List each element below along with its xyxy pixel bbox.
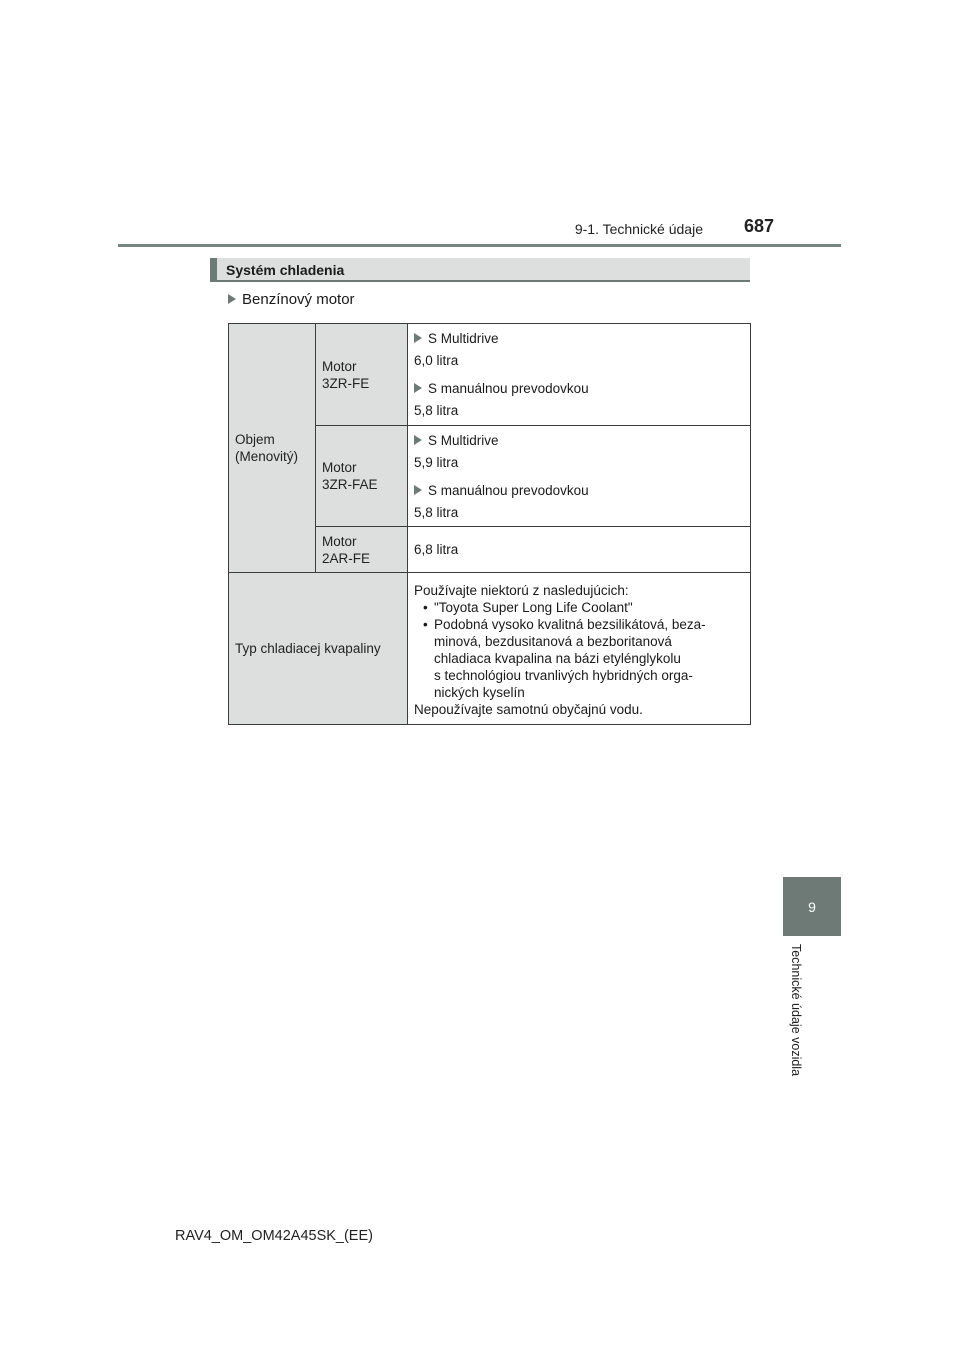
engine-name: Motor 3ZR-FE xyxy=(316,324,408,426)
subheading xyxy=(228,291,355,308)
transmission-label: S Multidrive xyxy=(428,331,499,346)
coolant-option xyxy=(414,599,744,616)
capacity-value: 5,9 litra xyxy=(414,455,459,470)
transmission-label: S manuálnou prevodovkou xyxy=(428,381,589,396)
chapter-tab xyxy=(783,877,841,936)
transmission-label: S manuálnou prevodovkou xyxy=(428,483,589,498)
engine-name: Motor 2AR-FE xyxy=(316,527,408,573)
section-heading xyxy=(210,258,750,282)
triangle-bullet-icon xyxy=(414,333,422,343)
section-heading-text: Systém chladenia xyxy=(226,262,345,278)
table-row xyxy=(229,324,751,426)
volume-label: Objem (Menovitý) xyxy=(229,324,316,573)
coolant-type-label: Typ chladiacej kvapaliny xyxy=(229,573,408,725)
transmission-item xyxy=(414,380,744,397)
triangle-bullet-icon xyxy=(228,294,236,304)
coolant-option xyxy=(414,616,744,701)
coolant-note: Nepoužívajte samotnú obyčajnú vodu. xyxy=(414,701,643,717)
coolant-intro: Používajte niektorú z nasledujúcich: xyxy=(414,582,629,598)
capacity-cell xyxy=(408,324,751,426)
chapter-number: 9 xyxy=(808,898,816,915)
table-row xyxy=(229,573,751,725)
document-code: RAV4_OM_OM42A45SK_(EE) xyxy=(175,1228,373,1244)
engine-name: Motor 3ZR-FAE xyxy=(316,426,408,527)
chapter-title: Technické údaje vozidla xyxy=(789,944,803,1077)
capacity-value: 6,0 litra xyxy=(414,353,459,368)
subheading-text: Benzínový motor xyxy=(242,291,355,308)
dot-bullet-icon: • xyxy=(423,616,428,632)
spec-table xyxy=(228,323,751,725)
transmission-item xyxy=(414,432,744,449)
triangle-bullet-icon xyxy=(414,435,422,445)
coolant-option-text: "Toyota Super Long Life Coolant" xyxy=(434,599,633,615)
triangle-bullet-icon xyxy=(414,485,422,495)
capacity-value: 5,8 litra xyxy=(414,505,459,520)
triangle-bullet-icon xyxy=(414,383,422,393)
dot-bullet-icon: • xyxy=(423,599,428,615)
capacity-cell xyxy=(408,426,751,527)
header-divider xyxy=(118,244,841,247)
capacity-value: 5,8 litra xyxy=(414,403,459,418)
section-heading-accent xyxy=(210,258,217,282)
page-number: 687 xyxy=(743,216,774,236)
transmission-item xyxy=(414,330,744,347)
transmission-label: S Multidrive xyxy=(428,433,499,448)
transmission-item xyxy=(414,482,744,499)
capacity-value: 6,8 litra xyxy=(408,527,751,573)
coolant-cell xyxy=(408,573,751,725)
header-section-title: 9-1. Technické údaje xyxy=(574,221,703,237)
coolant-option-text: Podobná vysoko kvalitná bezsilikátová, beza- minová, bezdusitanová a bezboritanová chladiaca kvapalina na bázi etylénglykolu s technológiou trvanlivých hybridných orga- nických kyselín xyxy=(434,616,706,700)
